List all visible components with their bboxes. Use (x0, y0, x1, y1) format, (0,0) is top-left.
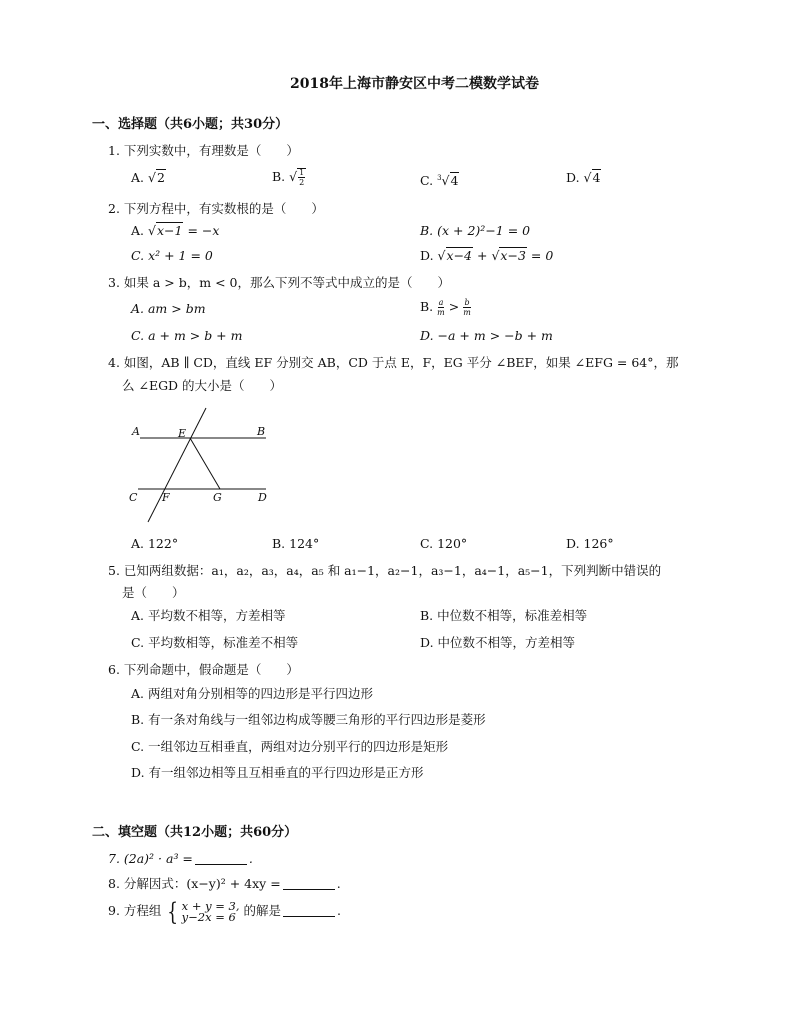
line-ef (148, 408, 206, 522)
question-2-option-c: C. x² + 1 = 0 (131, 248, 213, 263)
question-1-option-b: B. √ $\frac{1}{2}$ (272, 168, 305, 187)
question-1-option-a: A. √2 (131, 170, 165, 185)
label-b: B (257, 425, 266, 438)
question-4-stem-line1: 4. 如图，AB ∥ CD，直线 EF 分别交 AB，CD 于点 E，F，EG 平分 ∠BEF，如果 ∠EFG = 64°，那 (108, 355, 679, 370)
question-6-option-a: A. 两组对角分别相等的四边形是平行四边形 (131, 686, 373, 701)
question-5-option-d: D. 中位数不相等，方差相等 (420, 635, 576, 650)
question-1-option-c: C. $^3$√4 (420, 173, 459, 189)
question-3-option-d: D. −a + m > −b + m (420, 328, 553, 343)
question-5-option-b: B. 中位数不相等，标准差相等 (420, 608, 588, 623)
label-c: C (129, 491, 138, 504)
question-6-option-b: B. 有一条对角线与一组邻边构成等腰三角形的平行四边形是菱形 (131, 712, 486, 727)
question-4-option-a: A. 122° (131, 536, 179, 551)
answer-blank[interactable] (283, 904, 335, 917)
question-8: 8. 分解因式：(x−y)² + 4xy = . (108, 876, 341, 891)
label-e: E (178, 427, 187, 440)
question-2-stem: 2. 下列方程中，有实数根的是（ ） (108, 201, 324, 216)
question-4-stem-line2: 么 ∠EGD 的大小是（ ） (122, 378, 283, 393)
question-7: 7. (2a)² · a³ = . (108, 851, 253, 866)
question-9: 9. 方程组 { x + y = 3, y−2x = 6 的解是 . (108, 897, 342, 926)
question-3-option-b: B. $\frac{a}{m}$ > $\frac{b}{m}$ (420, 298, 471, 317)
label-a: A (132, 425, 140, 438)
question-4-figure (126, 404, 276, 524)
answer-blank[interactable] (195, 852, 247, 865)
question-6-stem: 6. 下列命题中，假命题是（ ） (108, 662, 299, 677)
question-4-option-d: D. 126° (566, 536, 614, 551)
question-6-option-d: D. 有一组邻边相等且互相垂直的平行四边形是正方形 (131, 765, 424, 780)
question-5-option-c: C. 平均数相等，标准差不相等 (131, 635, 299, 650)
question-4-option-b: B. 124° (272, 536, 320, 551)
question-2-option-a: A. √x−1 = −x (131, 223, 220, 238)
question-6-option-c: C. 一组邻边互相垂直，两组对边分别平行的四边形是矩形 (131, 739, 449, 754)
question-3-option-c: C. a + m > b + m (131, 328, 243, 343)
question-3-stem: 3. 如果 a > b，m < 0，那么下列不等式中成立的是（ ） (108, 275, 450, 290)
question-2-option-d: D. √x−4 + √x−3 = 0 (420, 248, 554, 263)
label-d: D (258, 491, 267, 504)
page-title: 2018年上海市静安区中考二模数学试卷 (290, 76, 539, 92)
question-5-stem-line2: 是（ ） (122, 585, 185, 600)
answer-blank[interactable] (283, 877, 335, 890)
question-4-option-c: C. 120° (420, 536, 468, 551)
label-g: G (213, 491, 222, 504)
question-5-option-a: A. 平均数不相等，方差相等 (131, 608, 286, 623)
question-1-option-d: D. √4 (566, 170, 601, 185)
question-5-stem-line1: 5. 已知两组数据：a₁，a₂，a₃，a₄，a₅ 和 a₁−1，a₂−1，a₃−1，a₄−1，a₅−1，下列判断中错误的 (108, 563, 662, 578)
question-2-option-b: B. (x + 2)²−1 = 0 (420, 223, 531, 238)
line-eg (190, 438, 220, 489)
section-heading-fill: 二、填空题（共12小题；共60分） (92, 825, 298, 840)
label-f: F (162, 491, 170, 504)
section-heading-choice: 一、选择题（共6小题；共30分） (92, 117, 289, 132)
question-3-option-a: A. am > bm (131, 301, 206, 316)
equation-system: { x + y = 3, y−2x = 6 (167, 897, 240, 926)
question-1-stem: 1. 下列实数中，有理数是（ ） (108, 143, 299, 158)
